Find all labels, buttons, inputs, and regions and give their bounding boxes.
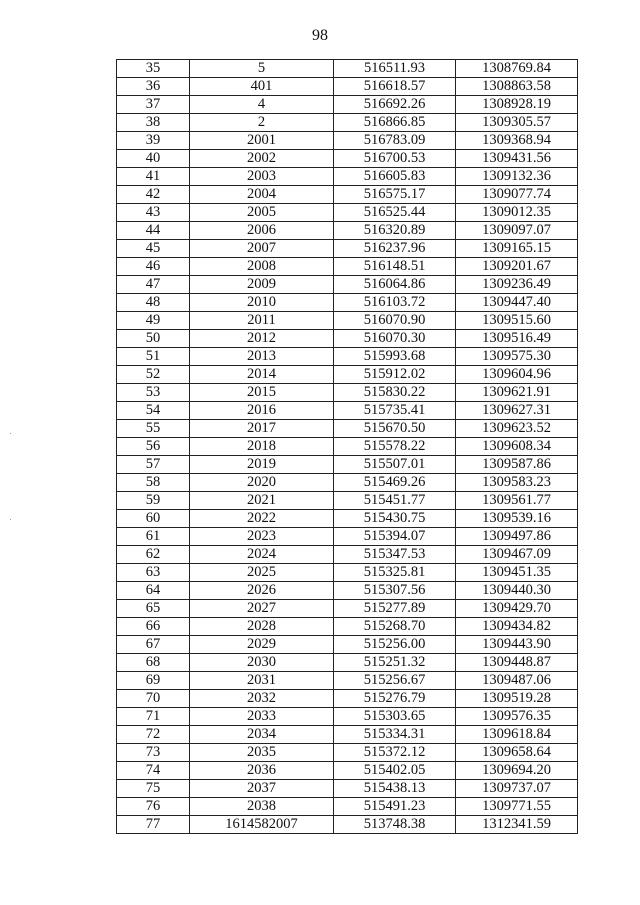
margin-speck <box>10 433 11 434</box>
point-id-cell: 2032 <box>190 690 334 708</box>
point-id-cell: 2035 <box>190 744 334 762</box>
table-row <box>117 546 578 564</box>
row-index-cell: 43 <box>117 204 190 222</box>
point-id-cell: 2008 <box>190 258 334 276</box>
row-index-cell: 66 <box>117 618 190 636</box>
table-row <box>117 258 578 276</box>
point-id-cell: 2010 <box>190 294 334 312</box>
y-coordinate-cell: 1309561.77 <box>456 492 578 510</box>
row-index-cell: 39 <box>117 132 190 150</box>
y-coordinate-cell: 1309443.90 <box>456 636 578 654</box>
point-id-cell: 2022 <box>190 510 334 528</box>
x-coordinate-cell: 515251.32 <box>334 654 456 672</box>
row-index-cell: 45 <box>117 240 190 258</box>
x-coordinate-cell: 515256.00 <box>334 636 456 654</box>
point-id-cell: 2029 <box>190 636 334 654</box>
x-coordinate-cell: 515276.79 <box>334 690 456 708</box>
row-index-cell: 72 <box>117 726 190 744</box>
x-coordinate-cell: 515430.75 <box>334 510 456 528</box>
row-index-cell: 71 <box>117 708 190 726</box>
row-index-cell: 53 <box>117 384 190 402</box>
x-coordinate-cell: 515670.50 <box>334 420 456 438</box>
coordinates-table <box>116 59 578 834</box>
y-coordinate-cell: 1309576.35 <box>456 708 578 726</box>
x-coordinate-cell: 516070.90 <box>334 312 456 330</box>
table-row <box>117 168 578 186</box>
row-index-cell: 77 <box>117 816 190 834</box>
table-row <box>117 492 578 510</box>
page-number: 98 <box>312 27 328 44</box>
point-id-cell: 2016 <box>190 402 334 420</box>
x-coordinate-cell: 513748.38 <box>334 816 456 834</box>
x-coordinate-cell: 515402.05 <box>334 762 456 780</box>
y-coordinate-cell: 1309658.64 <box>456 744 578 762</box>
row-index-cell: 68 <box>117 654 190 672</box>
row-index-cell: 48 <box>117 294 190 312</box>
x-coordinate-cell: 516511.93 <box>334 60 456 78</box>
row-index-cell: 60 <box>117 510 190 528</box>
table-row <box>117 762 578 780</box>
table-row <box>117 744 578 762</box>
y-coordinate-cell: 1309694.20 <box>456 762 578 780</box>
y-coordinate-cell: 1312341.59 <box>456 816 578 834</box>
y-coordinate-cell: 1309587.86 <box>456 456 578 474</box>
y-coordinate-cell: 1309012.35 <box>456 204 578 222</box>
y-coordinate-cell: 1309618.84 <box>456 726 578 744</box>
table-row <box>117 564 578 582</box>
row-index-cell: 54 <box>117 402 190 420</box>
row-index-cell: 55 <box>117 420 190 438</box>
point-id-cell: 2007 <box>190 240 334 258</box>
table-row <box>117 348 578 366</box>
point-id-cell: 2023 <box>190 528 334 546</box>
x-coordinate-cell: 516064.86 <box>334 276 456 294</box>
point-id-cell: 2026 <box>190 582 334 600</box>
point-id-cell: 2001 <box>190 132 334 150</box>
x-coordinate-cell: 515334.31 <box>334 726 456 744</box>
x-coordinate-cell: 515277.89 <box>334 600 456 618</box>
row-index-cell: 51 <box>117 348 190 366</box>
point-id-cell: 2002 <box>190 150 334 168</box>
point-id-cell: 2012 <box>190 330 334 348</box>
x-coordinate-cell: 516575.17 <box>334 186 456 204</box>
x-coordinate-cell: 516148.51 <box>334 258 456 276</box>
x-coordinate-cell: 516692.26 <box>334 96 456 114</box>
x-coordinate-cell: 515307.56 <box>334 582 456 600</box>
x-coordinate-cell: 516103.72 <box>334 294 456 312</box>
row-index-cell: 59 <box>117 492 190 510</box>
row-index-cell: 50 <box>117 330 190 348</box>
point-id-cell: 2031 <box>190 672 334 690</box>
x-coordinate-cell: 516320.89 <box>334 222 456 240</box>
point-id-cell: 2018 <box>190 438 334 456</box>
y-coordinate-cell: 1309077.74 <box>456 186 578 204</box>
y-coordinate-cell: 1309515.60 <box>456 312 578 330</box>
point-id-cell: 2025 <box>190 564 334 582</box>
row-index-cell: 42 <box>117 186 190 204</box>
row-index-cell: 64 <box>117 582 190 600</box>
y-coordinate-cell: 1309621.91 <box>456 384 578 402</box>
x-coordinate-cell: 515394.07 <box>334 528 456 546</box>
x-coordinate-cell: 516866.85 <box>334 114 456 132</box>
row-index-cell: 46 <box>117 258 190 276</box>
table-row <box>117 420 578 438</box>
table-row <box>117 330 578 348</box>
table-row <box>117 690 578 708</box>
y-coordinate-cell: 1309516.49 <box>456 330 578 348</box>
point-id-cell: 2009 <box>190 276 334 294</box>
row-index-cell: 57 <box>117 456 190 474</box>
y-coordinate-cell: 1309737.07 <box>456 780 578 798</box>
table-row <box>117 204 578 222</box>
x-coordinate-cell: 515303.65 <box>334 708 456 726</box>
point-id-cell: 2036 <box>190 762 334 780</box>
x-coordinate-cell: 516783.09 <box>334 132 456 150</box>
row-index-cell: 67 <box>117 636 190 654</box>
y-coordinate-cell: 1309608.34 <box>456 438 578 456</box>
x-coordinate-cell: 515830.22 <box>334 384 456 402</box>
y-coordinate-cell: 1309368.94 <box>456 132 578 150</box>
y-coordinate-cell: 1309165.15 <box>456 240 578 258</box>
y-coordinate-cell: 1309431.56 <box>456 150 578 168</box>
row-index-cell: 63 <box>117 564 190 582</box>
point-id-cell: 2017 <box>190 420 334 438</box>
point-id-cell: 2019 <box>190 456 334 474</box>
table-row <box>117 780 578 798</box>
point-id-cell: 2020 <box>190 474 334 492</box>
point-id-cell: 1614582007 <box>190 816 334 834</box>
point-id-cell: 2033 <box>190 708 334 726</box>
table-row <box>117 456 578 474</box>
point-id-cell: 2030 <box>190 654 334 672</box>
point-id-cell: 2013 <box>190 348 334 366</box>
x-coordinate-cell: 516700.53 <box>334 150 456 168</box>
row-index-cell: 75 <box>117 780 190 798</box>
x-coordinate-cell: 516070.30 <box>334 330 456 348</box>
x-coordinate-cell: 515256.67 <box>334 672 456 690</box>
y-coordinate-cell: 1309429.70 <box>456 600 578 618</box>
table-row <box>117 294 578 312</box>
table-row <box>117 384 578 402</box>
y-coordinate-cell: 1308769.84 <box>456 60 578 78</box>
table-row <box>117 186 578 204</box>
y-coordinate-cell: 1309771.55 <box>456 798 578 816</box>
row-index-cell: 73 <box>117 744 190 762</box>
table-row <box>117 402 578 420</box>
table-row <box>117 798 578 816</box>
point-id-cell: 2015 <box>190 384 334 402</box>
table-row <box>117 366 578 384</box>
y-coordinate-cell: 1309451.35 <box>456 564 578 582</box>
row-index-cell: 61 <box>117 528 190 546</box>
x-coordinate-cell: 515578.22 <box>334 438 456 456</box>
point-id-cell: 2014 <box>190 366 334 384</box>
table-row <box>117 726 578 744</box>
row-index-cell: 76 <box>117 798 190 816</box>
table-row <box>117 132 578 150</box>
y-coordinate-cell: 1309623.52 <box>456 420 578 438</box>
x-coordinate-cell: 516605.83 <box>334 168 456 186</box>
y-coordinate-cell: 1309448.87 <box>456 654 578 672</box>
point-id-cell: 2034 <box>190 726 334 744</box>
table-row <box>117 474 578 492</box>
x-coordinate-cell: 515735.41 <box>334 402 456 420</box>
y-coordinate-cell: 1309519.28 <box>456 690 578 708</box>
y-coordinate-cell: 1309201.67 <box>456 258 578 276</box>
table-row <box>117 618 578 636</box>
y-coordinate-cell: 1309497.86 <box>456 528 578 546</box>
x-coordinate-cell: 515325.81 <box>334 564 456 582</box>
table-row <box>117 114 578 132</box>
row-index-cell: 38 <box>117 114 190 132</box>
row-index-cell: 58 <box>117 474 190 492</box>
y-coordinate-cell: 1309097.07 <box>456 222 578 240</box>
x-coordinate-cell: 515438.13 <box>334 780 456 798</box>
point-id-cell: 401 <box>190 78 334 96</box>
row-index-cell: 37 <box>117 96 190 114</box>
y-coordinate-cell: 1309447.40 <box>456 294 578 312</box>
y-coordinate-cell: 1309467.09 <box>456 546 578 564</box>
point-id-cell: 4 <box>190 96 334 114</box>
y-coordinate-cell: 1309236.49 <box>456 276 578 294</box>
y-coordinate-cell: 1308928.19 <box>456 96 578 114</box>
table-row <box>117 312 578 330</box>
x-coordinate-cell: 515507.01 <box>334 456 456 474</box>
table-row <box>117 78 578 96</box>
point-id-cell: 2005 <box>190 204 334 222</box>
row-index-cell: 62 <box>117 546 190 564</box>
row-index-cell: 74 <box>117 762 190 780</box>
point-id-cell: 2 <box>190 114 334 132</box>
coordinates-table-body <box>117 60 578 834</box>
x-coordinate-cell: 516618.57 <box>334 78 456 96</box>
point-id-cell: 2038 <box>190 798 334 816</box>
row-index-cell: 52 <box>117 366 190 384</box>
y-coordinate-cell: 1309434.82 <box>456 618 578 636</box>
row-index-cell: 65 <box>117 600 190 618</box>
y-coordinate-cell: 1309440.30 <box>456 582 578 600</box>
margin-speck <box>10 519 11 520</box>
y-coordinate-cell: 1309539.16 <box>456 510 578 528</box>
point-id-cell: 2003 <box>190 168 334 186</box>
x-coordinate-cell: 515491.23 <box>334 798 456 816</box>
x-coordinate-cell: 515451.77 <box>334 492 456 510</box>
y-coordinate-cell: 1309487.06 <box>456 672 578 690</box>
point-id-cell: 2006 <box>190 222 334 240</box>
point-id-cell: 2004 <box>190 186 334 204</box>
row-index-cell: 47 <box>117 276 190 294</box>
point-id-cell: 2037 <box>190 780 334 798</box>
table-row <box>117 816 578 834</box>
y-coordinate-cell: 1309305.57 <box>456 114 578 132</box>
row-index-cell: 44 <box>117 222 190 240</box>
x-coordinate-cell: 515912.02 <box>334 366 456 384</box>
table-row <box>117 276 578 294</box>
table-row <box>117 672 578 690</box>
table-row <box>117 438 578 456</box>
point-id-cell: 2011 <box>190 312 334 330</box>
y-coordinate-cell: 1309604.96 <box>456 366 578 384</box>
row-index-cell: 41 <box>117 168 190 186</box>
table-row <box>117 150 578 168</box>
y-coordinate-cell: 1308863.58 <box>456 78 578 96</box>
table-row <box>117 582 578 600</box>
table-row <box>117 96 578 114</box>
x-coordinate-cell: 515469.26 <box>334 474 456 492</box>
table-row <box>117 600 578 618</box>
table-row <box>117 708 578 726</box>
row-index-cell: 69 <box>117 672 190 690</box>
table-row <box>117 222 578 240</box>
x-coordinate-cell: 515372.12 <box>334 744 456 762</box>
table-row <box>117 654 578 672</box>
y-coordinate-cell: 1309575.30 <box>456 348 578 366</box>
y-coordinate-cell: 1309627.31 <box>456 402 578 420</box>
row-index-cell: 49 <box>117 312 190 330</box>
table-row <box>117 510 578 528</box>
y-coordinate-cell: 1309132.36 <box>456 168 578 186</box>
x-coordinate-cell: 515347.53 <box>334 546 456 564</box>
point-id-cell: 2027 <box>190 600 334 618</box>
row-index-cell: 40 <box>117 150 190 168</box>
row-index-cell: 56 <box>117 438 190 456</box>
row-index-cell: 36 <box>117 78 190 96</box>
point-id-cell: 5 <box>190 60 334 78</box>
point-id-cell: 2028 <box>190 618 334 636</box>
x-coordinate-cell: 516237.96 <box>334 240 456 258</box>
table-row <box>117 636 578 654</box>
x-coordinate-cell: 515993.68 <box>334 348 456 366</box>
row-index-cell: 35 <box>117 60 190 78</box>
table-row <box>117 60 578 78</box>
point-id-cell: 2024 <box>190 546 334 564</box>
row-index-cell: 70 <box>117 690 190 708</box>
x-coordinate-cell: 516525.44 <box>334 204 456 222</box>
table-row <box>117 240 578 258</box>
table-row <box>117 528 578 546</box>
x-coordinate-cell: 515268.70 <box>334 618 456 636</box>
point-id-cell: 2021 <box>190 492 334 510</box>
y-coordinate-cell: 1309583.23 <box>456 474 578 492</box>
